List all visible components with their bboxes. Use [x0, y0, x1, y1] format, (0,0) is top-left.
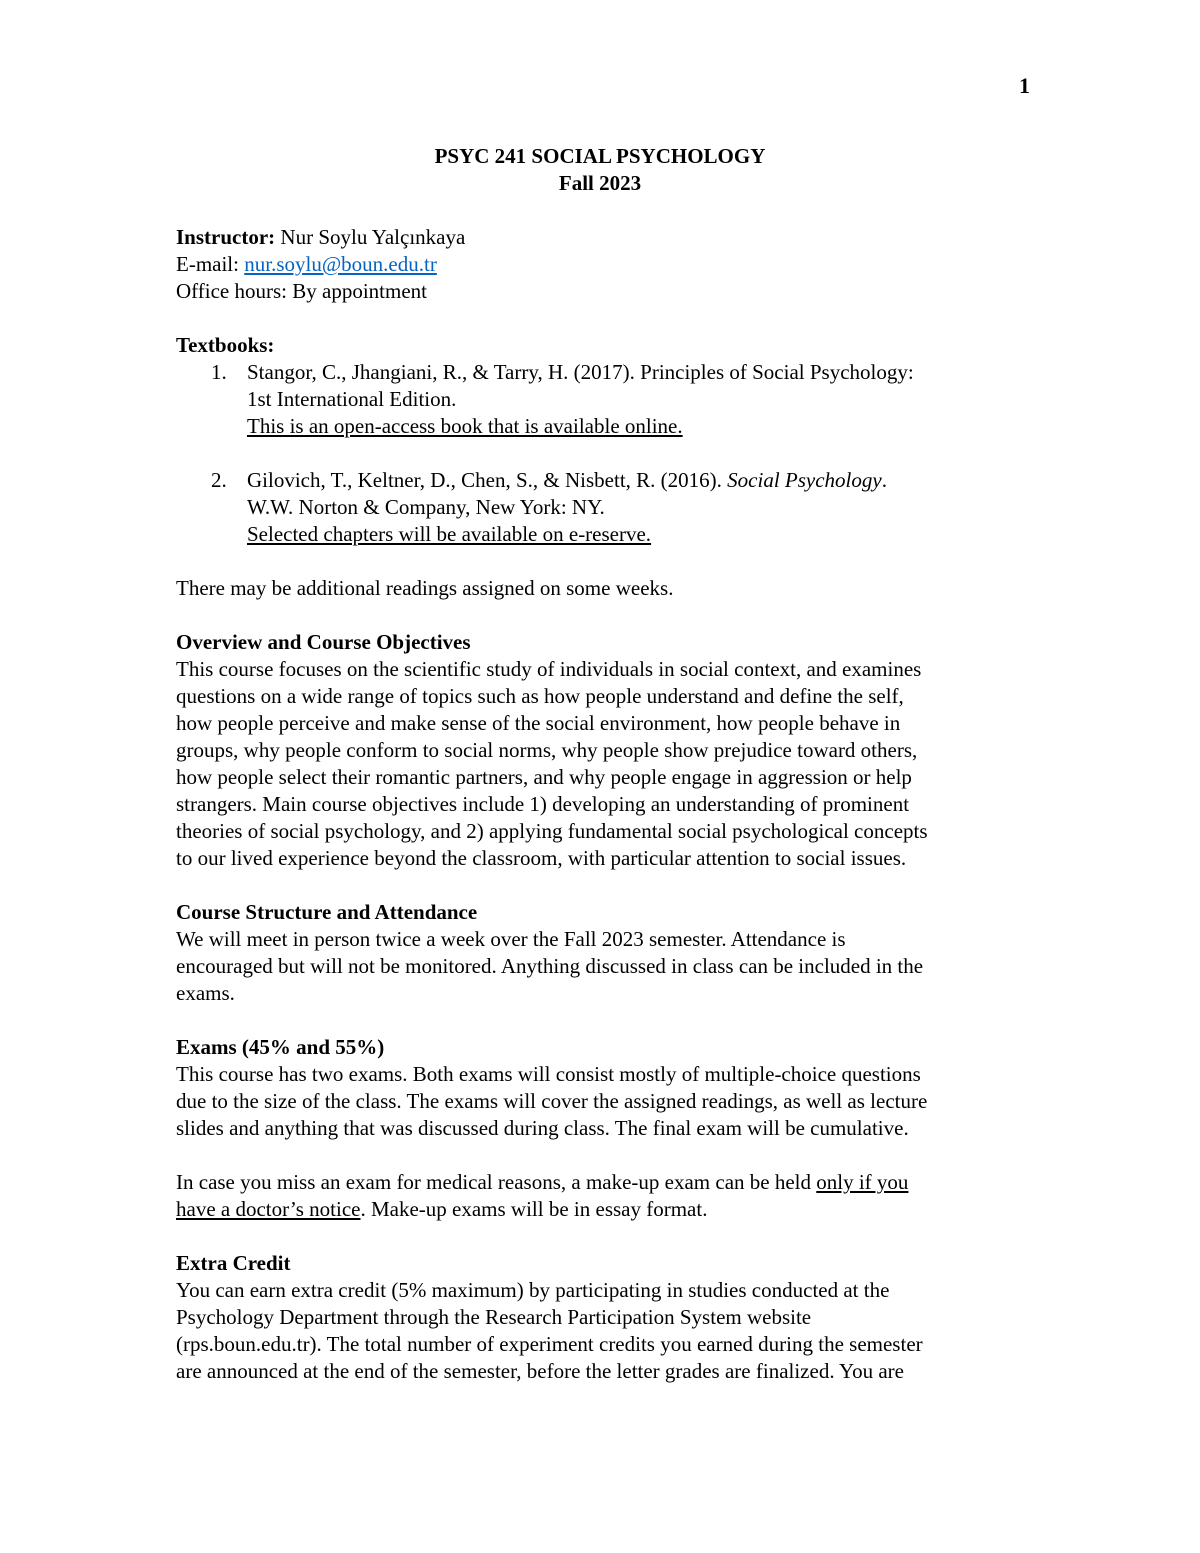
- paragraph-line: are announced at the end of the semester, before the letter grades are finalized. You are: [176, 1359, 904, 1383]
- overview-paragraph: [176, 656, 1036, 872]
- makeup-condition: only if you: [816, 1170, 909, 1194]
- overview-heading: Overview and Course Objectives: [176, 630, 471, 654]
- paragraph-line: (rps.boun.edu.tr). The total number of experiment credits you earned during the semester: [176, 1332, 923, 1356]
- page-number: 1: [1019, 73, 1030, 98]
- exams-paragraph: [176, 1061, 1036, 1142]
- makeup-condition: have a doctor’s notice: [176, 1197, 361, 1221]
- paragraph-line: questions on a wide range of topics such as how people understand and define the self,: [176, 684, 904, 708]
- book-title: Social Psychology: [727, 468, 882, 492]
- email-line: [176, 251, 1036, 278]
- course-term: Fall 2023: [558, 171, 642, 195]
- makeup-text: . Make-up exams will be in essay format.: [360, 1197, 708, 1221]
- paragraph-line: groups, why people conform to social norms, why people show prejudice toward others,: [176, 738, 918, 762]
- instructor-label: Instructor:: [176, 225, 276, 249]
- list-number: 2.: [211, 468, 227, 492]
- paragraph-line: to our lived experience beyond the classroom, with particular attention to social issues.: [176, 846, 907, 870]
- textbook-item: [176, 467, 1036, 548]
- email-label: E-mail:: [176, 252, 239, 276]
- textbooks-heading: Textbooks:: [176, 333, 275, 357]
- paragraph-line: slides and anything that was discussed during class. The final exam will be cumulative.: [176, 1116, 909, 1140]
- paragraph-line: due to the size of the class. The exams will cover the assigned readings, as well as lecture: [176, 1089, 928, 1113]
- paragraph-line: You can earn extra credit (5% maximum) by participating in studies conducted at the: [176, 1278, 890, 1302]
- citation-period: .: [881, 468, 887, 492]
- textbook-citation-line: W.W. Norton & Company, New York: NY.: [247, 495, 605, 519]
- structure-paragraph: [176, 926, 1036, 1007]
- paragraph-line: how people perceive and make sense of the social environment, how people behave in: [176, 711, 901, 735]
- exams-heading: Exams (45% and 55%): [176, 1035, 385, 1059]
- paragraph-line: how people select their romantic partners, and why people engage in aggression or help: [176, 765, 912, 789]
- instructor-name: Nur Soylu Yalçınkaya: [280, 225, 466, 249]
- paragraph-line: strangers. Main course objectives include 1) developing an understanding of prominent: [176, 792, 910, 816]
- textbook-citation-line: Stangor, C., Jhangiani, R., & Tarry, H. (2017). Principles of Social Psychology:: [247, 360, 914, 384]
- email-link[interactable]: nur.soylu@boun.edu.tr: [244, 252, 437, 276]
- paragraph-line: We will meet in person twice a week over the Fall 2023 semester. Attendance is: [176, 927, 846, 951]
- structure-heading: Course Structure and Attendance: [176, 900, 478, 924]
- paragraph-line: encouraged but will not be monitored. Anything discussed in class can be included in the: [176, 954, 924, 978]
- paragraph-line: exams.: [176, 981, 235, 1005]
- paragraph-line: theories of social psychology, and 2) applying fundamental social psychological concepts: [176, 819, 928, 843]
- textbook-item: [176, 359, 1036, 440]
- paragraph-line: [176, 1169, 1036, 1196]
- citation-authors: Gilovich, T., Keltner, D., Chen, S., & Nisbett, R. (2016).: [247, 468, 728, 492]
- course-title: PSYC 241 SOCIAL PSYCHOLOGY: [434, 144, 766, 168]
- extra-credit-heading: Extra Credit: [176, 1251, 291, 1275]
- textbook-note: Selected chapters will be available on e-reserve.: [247, 522, 652, 546]
- makeup-text: In case you miss an exam for medical reasons, a make-up exam can be held: [176, 1170, 817, 1194]
- syllabus-body: [176, 143, 1036, 1385]
- paragraph-line: Psychology Department through the Research Participation System website: [176, 1305, 812, 1329]
- office-hours: Office hours: By appointment: [176, 279, 427, 303]
- additional-readings: There may be additional readings assigned on some weeks.: [176, 576, 674, 600]
- textbook-note: This is an open-access book that is available online.: [247, 414, 683, 438]
- paragraph-line: This course has two exams. Both exams will consist mostly of multiple-choice questions: [176, 1062, 921, 1086]
- paragraph-line: [176, 1196, 1036, 1223]
- instructor-line: [176, 224, 1036, 251]
- textbook-citation-line: [247, 467, 1036, 494]
- textbook-citation-line: 1st International Edition.: [247, 387, 457, 411]
- paragraph-line: This course focuses on the scientific study of individuals in social context, and examines: [176, 657, 922, 681]
- makeup-paragraph: [176, 1169, 1036, 1223]
- extra-credit-paragraph: [176, 1277, 1036, 1385]
- list-number: 1.: [211, 360, 227, 384]
